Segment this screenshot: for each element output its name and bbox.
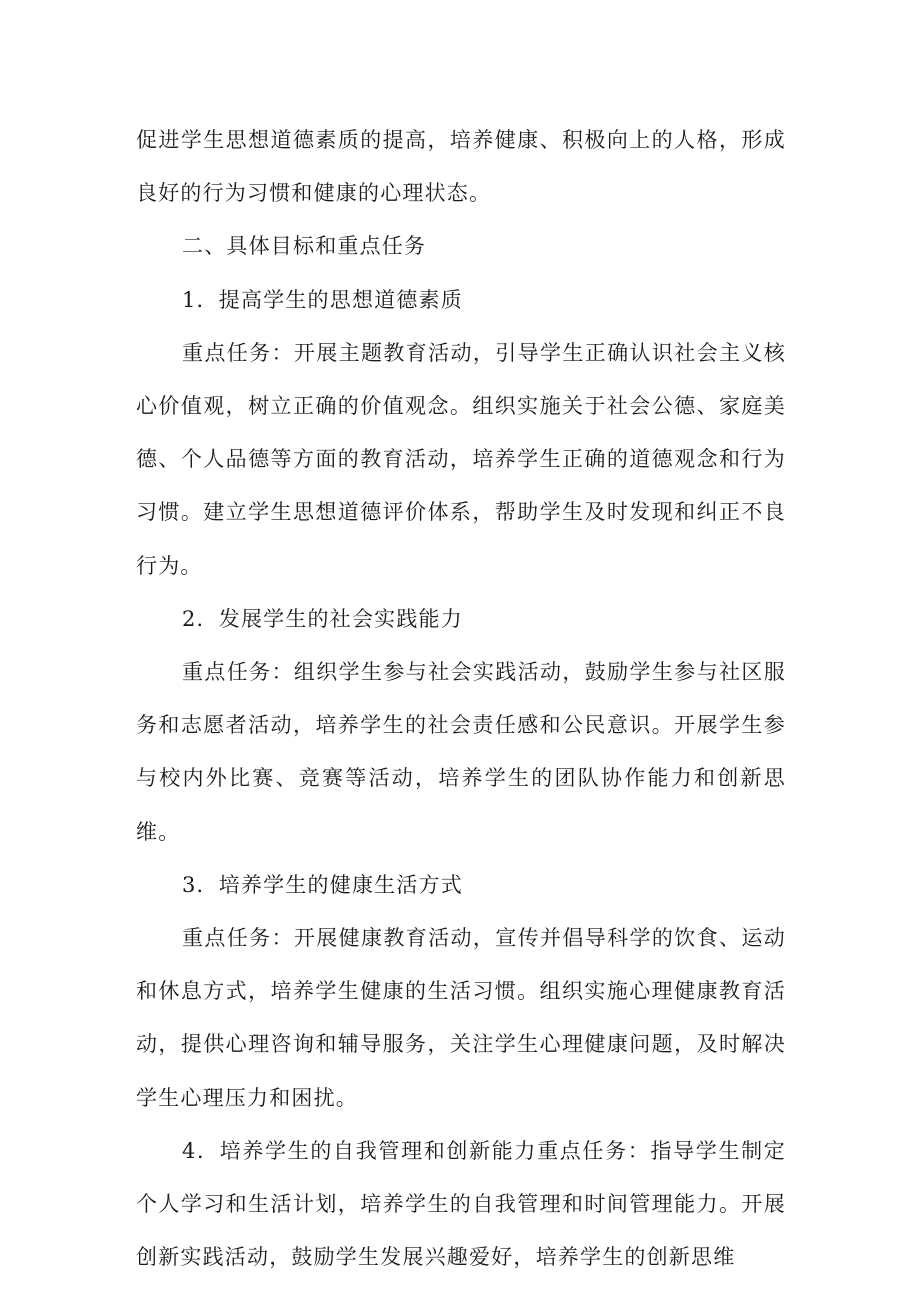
paragraph-task-2: 重点任务：组织学生参与社会实践活动，鼓励学生参与社区服务和志愿者活动，培养学生的社会责任感和公民意识。开展学生参与校内外比赛、竞赛等活动，培养学生的团队协作能力和创新思维。 (136, 660, 786, 844)
paragraph-task-4: 4．培养学生的自我管理和创新能力重点任务：指导学生制定个人学习和生活计划，培养学生的自我管理和时间管理能力。开展创新实践活动，鼓励学生发展兴趣爱好，培养学生的创新思维 (136, 1138, 786, 1270)
subheading-3-healthy-lifestyle: 3．培养学生的健康生活方式 (182, 872, 463, 897)
section-heading-goals: 二、具体目标和重点任务 (182, 234, 427, 259)
paragraph-task-1: 重点任务：开展主题教育活动，引导学生正确认识社会主义核心价值观，树立正确的价值观念。组织实施关于社会公德、家庭美德、个人品德等方面的教育活动，培养学生正确的道德观念和行为习惯。建立学生思想道德评价体系，帮助学生及时发现和纠正不良行为。 (136, 340, 786, 578)
subheading-2-social-practice: 2．发展学生的社会实践能力 (182, 606, 463, 631)
subheading-1-moral-quality: 1．提高学生的思想道德素质 (182, 287, 463, 312)
paragraph-task-3: 重点任务：开展健康教育活动，宣传并倡导科学的饮食、运动和休息方式，培养学生健康的生活习惯。组织实施心理健康教育活动，提供心理咨询和辅导服务，关注学生心理健康问题，及时解决学生心理压力和困扰。 (136, 926, 786, 1110)
paragraph-intro-continuation: 促进学生思想道德素质的提高，培养健康、积极向上的人格，形成良好的行为习惯和健康的心理状态。 (136, 128, 786, 206)
document-body (136, 114, 786, 1284)
